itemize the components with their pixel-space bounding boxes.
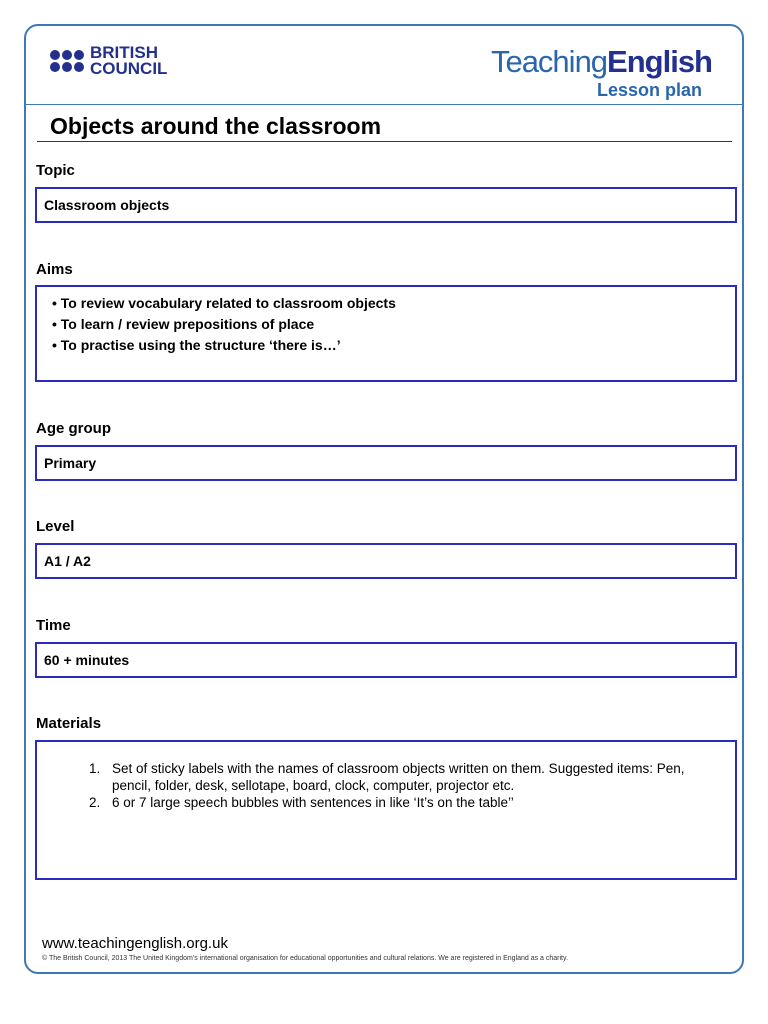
time-label: Time: [36, 617, 71, 634]
aims-field: [35, 285, 737, 382]
age-group-field: [35, 445, 737, 481]
te-logo-part2: English: [607, 44, 712, 79]
te-logo-part1: Teaching: [490, 44, 608, 79]
topic-label: Topic: [36, 162, 75, 179]
header-divider: [24, 104, 744, 105]
british-council-wordmark: [90, 45, 167, 77]
level-label: Level: [36, 518, 75, 535]
title-underline: [37, 141, 732, 142]
age-group-label: Age group: [36, 420, 111, 437]
age-group-value: Primary: [44, 455, 97, 471]
aims-list: [44, 293, 735, 356]
aims-item: • To practise using the structure ‘there is…’: [52, 335, 735, 356]
materials-item-number: 1.: [89, 761, 101, 776]
british-council-dots-icon: [50, 50, 84, 72]
topic-field: [35, 187, 737, 223]
materials-item-number: 2.: [89, 795, 101, 810]
level-value: A1 / A2: [44, 553, 91, 569]
british-council-logo: [50, 45, 167, 77]
time-value: 60 + minutes: [44, 652, 130, 668]
materials-field: [35, 740, 737, 880]
page-title: Objects around the classroom: [50, 113, 382, 139]
materials-item-text: 6 or 7 large speech bubbles with sentences in like ‘It’s on the table’’: [112, 795, 514, 810]
materials-item-text: Set of sticky labels with the names of classroom objects written on them. Suggested items: Pen, pencil, folder, desk, sellotape, board, clock, computer, projector etc.: [112, 761, 685, 793]
aims-label: Aims: [36, 261, 73, 278]
footer-copyright: © The British Council, 2013 The United Kingdom’s international organisation for educational opportunities and cultural relations. We are registered in England as a charity.: [42, 955, 568, 962]
time-field: [35, 642, 737, 678]
brand-line-1: BRITISH: [90, 43, 158, 62]
aims-item: • To learn / review prepositions of place: [52, 314, 735, 335]
footer-url-link[interactable]: www.teachingenglish.org.uk: [42, 935, 228, 952]
teaching-english-logo: [491, 44, 712, 80]
aims-item: • To review vocabulary related to classroom objects: [52, 293, 735, 314]
materials-label: Materials: [36, 715, 102, 732]
brand-line-2: COUNCIL: [90, 59, 168, 78]
materials-item: [37, 760, 735, 794]
level-field: [35, 543, 737, 579]
materials-item: [37, 794, 735, 811]
topic-value: Classroom objects: [44, 197, 170, 213]
materials-list: [37, 742, 735, 811]
lesson-plan-subtitle: Lesson plan: [596, 80, 702, 100]
